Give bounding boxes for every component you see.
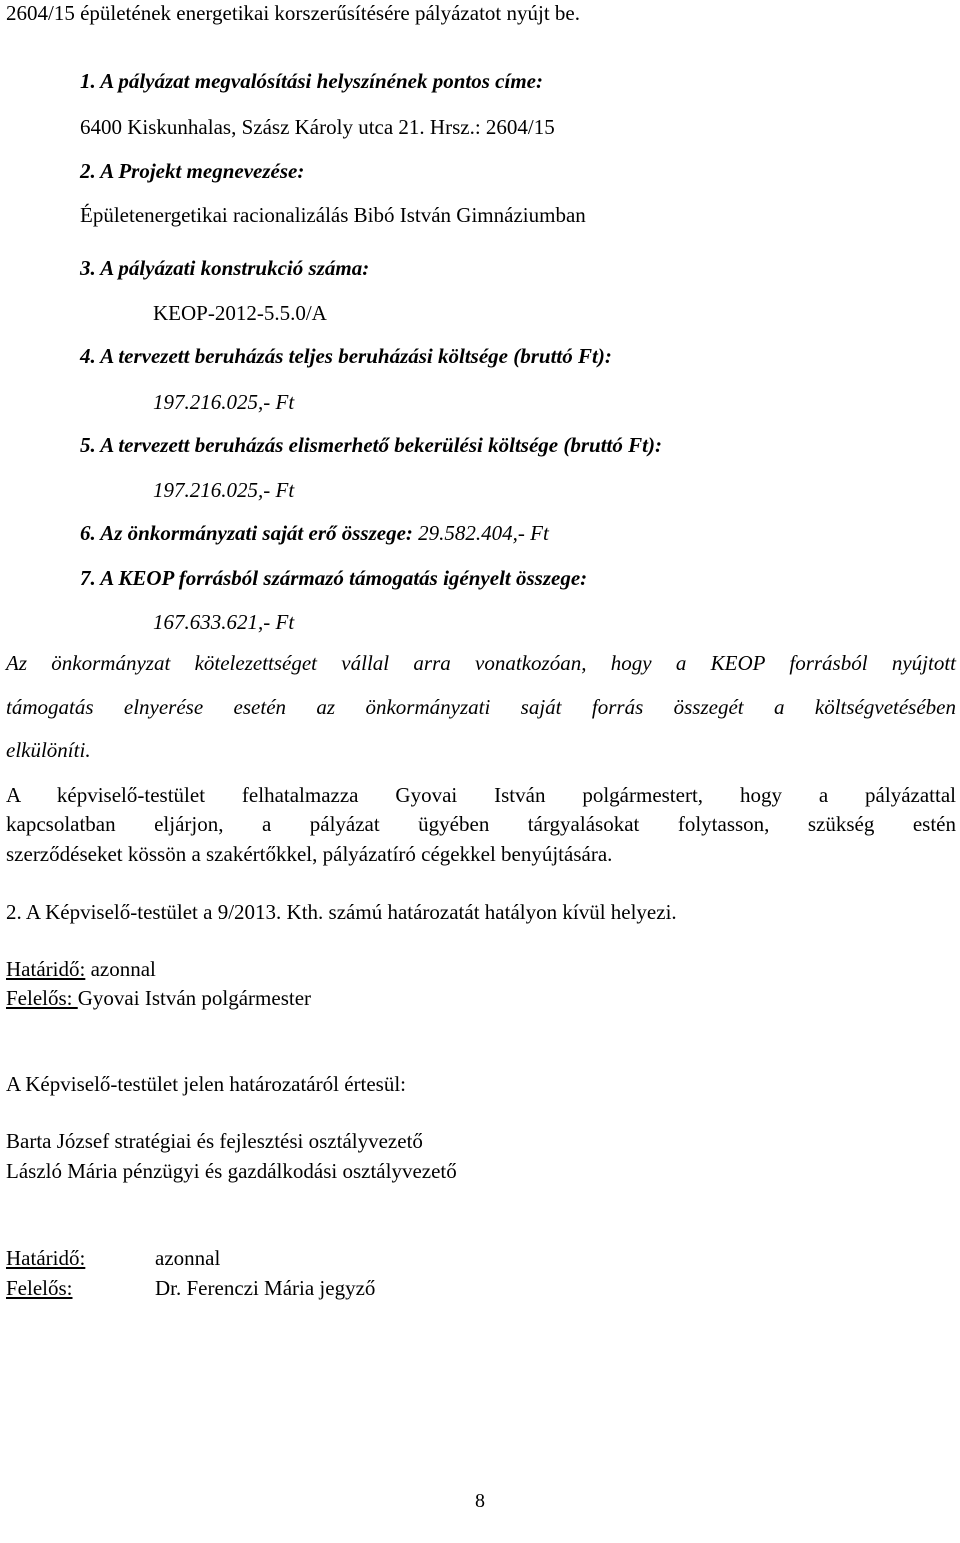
authorization-line-1: A képviselő-testület felhatalmazza Gyovai István polgármestert, hogy a pályázattal <box>6 783 956 807</box>
recipient-2: László Mária pénzügyi és gazdálkodási osztályvezető <box>6 1159 457 1183</box>
recipient-1: Barta József stratégiai és fejlesztési osztályvezető <box>6 1129 423 1153</box>
deadline-value-2: azonnal <box>155 1246 221 1270</box>
commitment-line-1: Az önkormányzat kötelezettséget vállal arra vonatkozóan, hogy a KEOP forrásból nyújtott <box>6 651 956 675</box>
item-4-heading: 4. A tervezett beruházás teljes beruházási költsége (bruttó Ft): <box>80 344 612 368</box>
item-5-heading: 5. A tervezett beruházás elismerhető bekerülési költsége (bruttó Ft): <box>80 433 662 457</box>
item-2-heading: 2. A Projekt megnevezése: <box>80 159 305 183</box>
item-6-row <box>80 520 549 546</box>
item-4-value: 197.216.025,- Ft <box>153 390 295 414</box>
authorization-line-3: szerződéseket kössön a szakértőkkel, pályázatíró cégekkel benyújtására. <box>6 842 613 866</box>
responsible-value-2: Dr. Ferenczi Mária jegyző <box>155 1276 376 1300</box>
responsible-row-1 <box>6 985 311 1011</box>
page-number: 8 <box>475 1490 485 1512</box>
commitment-line-3: elkülöníti. <box>6 738 91 762</box>
intro-text: 2604/15 épületének energetikai korszerűsítésére pályázatot nyújt be. <box>6 1 580 25</box>
item-3-value: KEOP-2012-5.5.0/A <box>153 301 327 325</box>
item-6-value: 29.582.404,- Ft <box>418 521 549 545</box>
deadline-value-1: azonnal <box>85 957 156 981</box>
item-1-value: 6400 Kiskunhalas, Szász Károly utca 21. Hrsz.: 2604/15 <box>80 115 555 139</box>
commitment-line-2: támogatás elnyerése esetén az önkormányzati saját forrás összegét a költségvetésében <box>6 695 956 719</box>
item-2-value: Épületenergetikai racionalizálás Bibó István Gimnáziumban <box>80 203 586 227</box>
authorization-line-2: kapcsolatban eljárjon, a pályázat ügyében tárgyalásokat folytasson, szükség estén <box>6 812 956 836</box>
deadline-label-2: Határidő: <box>6 1246 86 1270</box>
deadline-row-1 <box>6 956 156 982</box>
notified-heading: A Képviselő-testület jelen határozatáról értesül: <box>6 1072 407 1096</box>
item-7-value: 167.633.621,- Ft <box>153 610 295 634</box>
responsible-label-1: Felelős: <box>6 986 78 1010</box>
item-3-heading: 3. A pályázati konstrukció száma: <box>80 256 370 280</box>
item-1-heading: 1. A pályázat megvalósítási helyszínének pontos címe: <box>80 69 543 93</box>
point-2-text: 2. A Képviselő-testület a 9/2013. Kth. számú határozatát hatályon kívül helyezi. <box>6 900 677 924</box>
deadline-label-1: Határidő: <box>6 957 86 981</box>
item-7-heading: 7. A KEOP forrásból származó támogatás igényelt összege: <box>80 566 588 590</box>
responsible-value-1: Gyovai István polgármester <box>77 986 312 1010</box>
item-5-value: 197.216.025,- Ft <box>153 478 295 502</box>
responsible-label-2: Felelős: <box>6 1276 73 1300</box>
deadline-row-2 <box>6 1245 85 1271</box>
responsible-row-2 <box>6 1275 73 1301</box>
item-6-heading: 6. Az önkormányzati saját erő összege: <box>80 521 413 545</box>
